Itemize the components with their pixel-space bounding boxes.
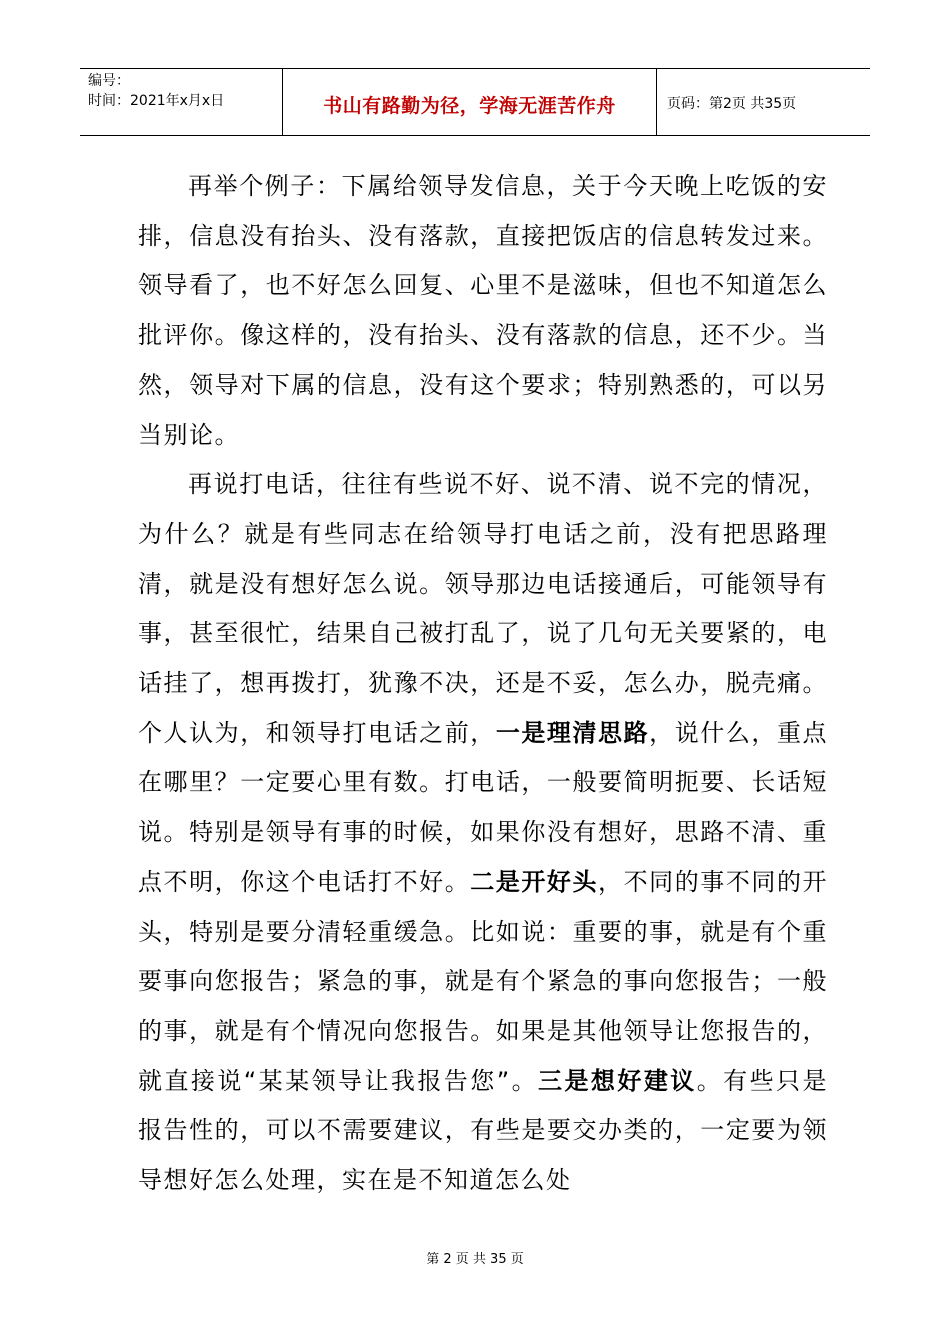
number-label: 编号： [88, 73, 130, 89]
paragraph-text: 再说打电话，往往有些说不好、说不清、说不完的情况，为什么？就是有些同志在给领导打电话之前，没有把思路理清，就是没有想好怎么说。领导那边电话接通后，可能领导有事，甚至很忙，结果自己被打乱了，说了几句无关要紧的，电话挂了，想再拨打，犹豫不决，还是不妥，怎么办，脱壳痛。个人认为，和领导打电话之前， [138, 470, 828, 747]
bold-point-2: 二是开好头 [470, 867, 599, 896]
paragraph-1 [138, 162, 828, 460]
header-page-info: 页码：第2页 共35页 [667, 96, 797, 112]
document-header [80, 68, 870, 136]
page-footer: 第 2 页 共 35 页 [426, 1252, 524, 1267]
bold-point-1: 一是理清思路 [495, 718, 650, 747]
header-page-cell [657, 69, 870, 135]
document-body [138, 162, 828, 1206]
header-motto: 书山有路勤为径，学海无涯苦作舟 [323, 95, 616, 117]
header-motto-cell [283, 69, 657, 135]
bold-point-3: 三是想好建议 [538, 1066, 697, 1095]
paragraph-text: ，说什么，重点在哪里？一定要心里有数。打电话，一般要简明扼要、长话短说。特别是领导有事的时候，如果你没有想好，思路不清、重点不明，你这个电话打不好。 [138, 718, 829, 896]
header-meta-cell [80, 69, 283, 135]
time-label: 时间：2021年x月x日 [88, 93, 225, 109]
paragraph-text: 。有些只是报告性的，可以不需要建议，有些是要交办类的，一定要为领导想好怎么处理，实在是不知道怎么处 [138, 1066, 829, 1195]
paragraph-text: 再举个例子：下属给领导发信息，关于今天晚上吃饭的安排，信息没有抬头、没有落款，直接把饭店的信息转发过来。领导看了，也不好怎么回复、心里不是滋味，但也不知道怎么批评你。像这样的，没有抬头、没有落款的信息，还不少。当然，领导对下属的信息，没有这个要求；特别熟悉的，可以另当别论。 [138, 172, 828, 449]
paragraph-2 [138, 460, 828, 1206]
paragraph-text: ，不同的事不同的开头，特别是要分清轻重缓急。比如说：重要的事，就是有个重要事向您报告；紧急的事，就是有个紧急的事向您报告；一般的事，就是有个情况向您报告。如果是其他领导让您报告的，就直接说“某某领导让我报告您”。 [138, 867, 829, 1095]
